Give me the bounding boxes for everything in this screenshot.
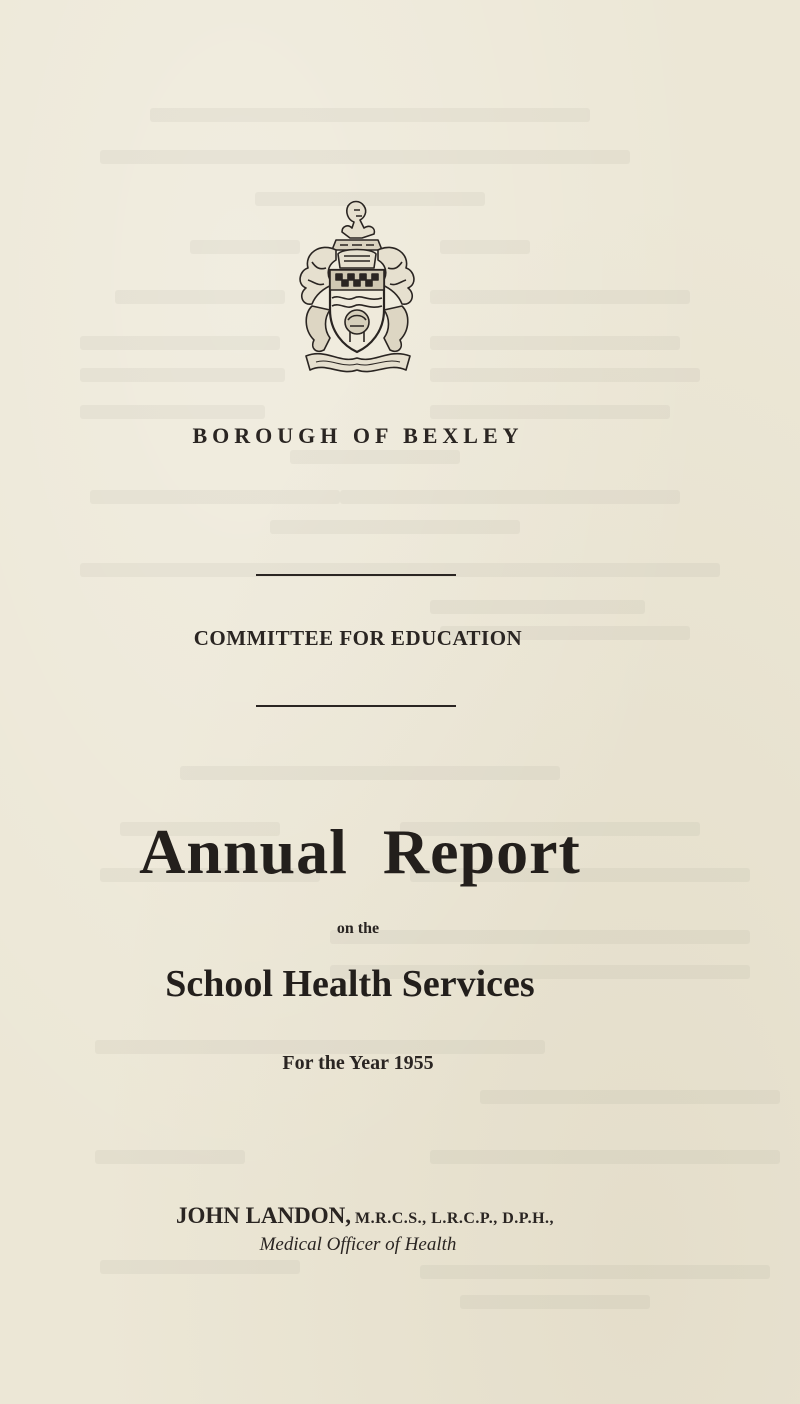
divider-rule	[256, 705, 456, 707]
borough-coat-of-arms-icon	[290, 198, 425, 383]
report-title: Annual Report	[139, 816, 581, 887]
author-qualifications: M.R.C.S., L.R.C.P., D.P.H.,	[355, 1210, 555, 1227]
author-line	[0, 1203, 730, 1229]
title-connector: on the	[336, 920, 380, 937]
report-period: For the Year 1955	[282, 1052, 434, 1074]
divider-rule	[256, 574, 456, 576]
author-name: JOHN LANDON,	[175, 1203, 352, 1228]
report-subject: School Health Services	[165, 963, 535, 1005]
author-role: Medical Officer of Health	[259, 1234, 457, 1255]
committee-heading: COMMITTEE FOR EDUCATION	[193, 626, 523, 650]
borough-heading: BOROUGH OF BEXLEY	[192, 423, 524, 448]
